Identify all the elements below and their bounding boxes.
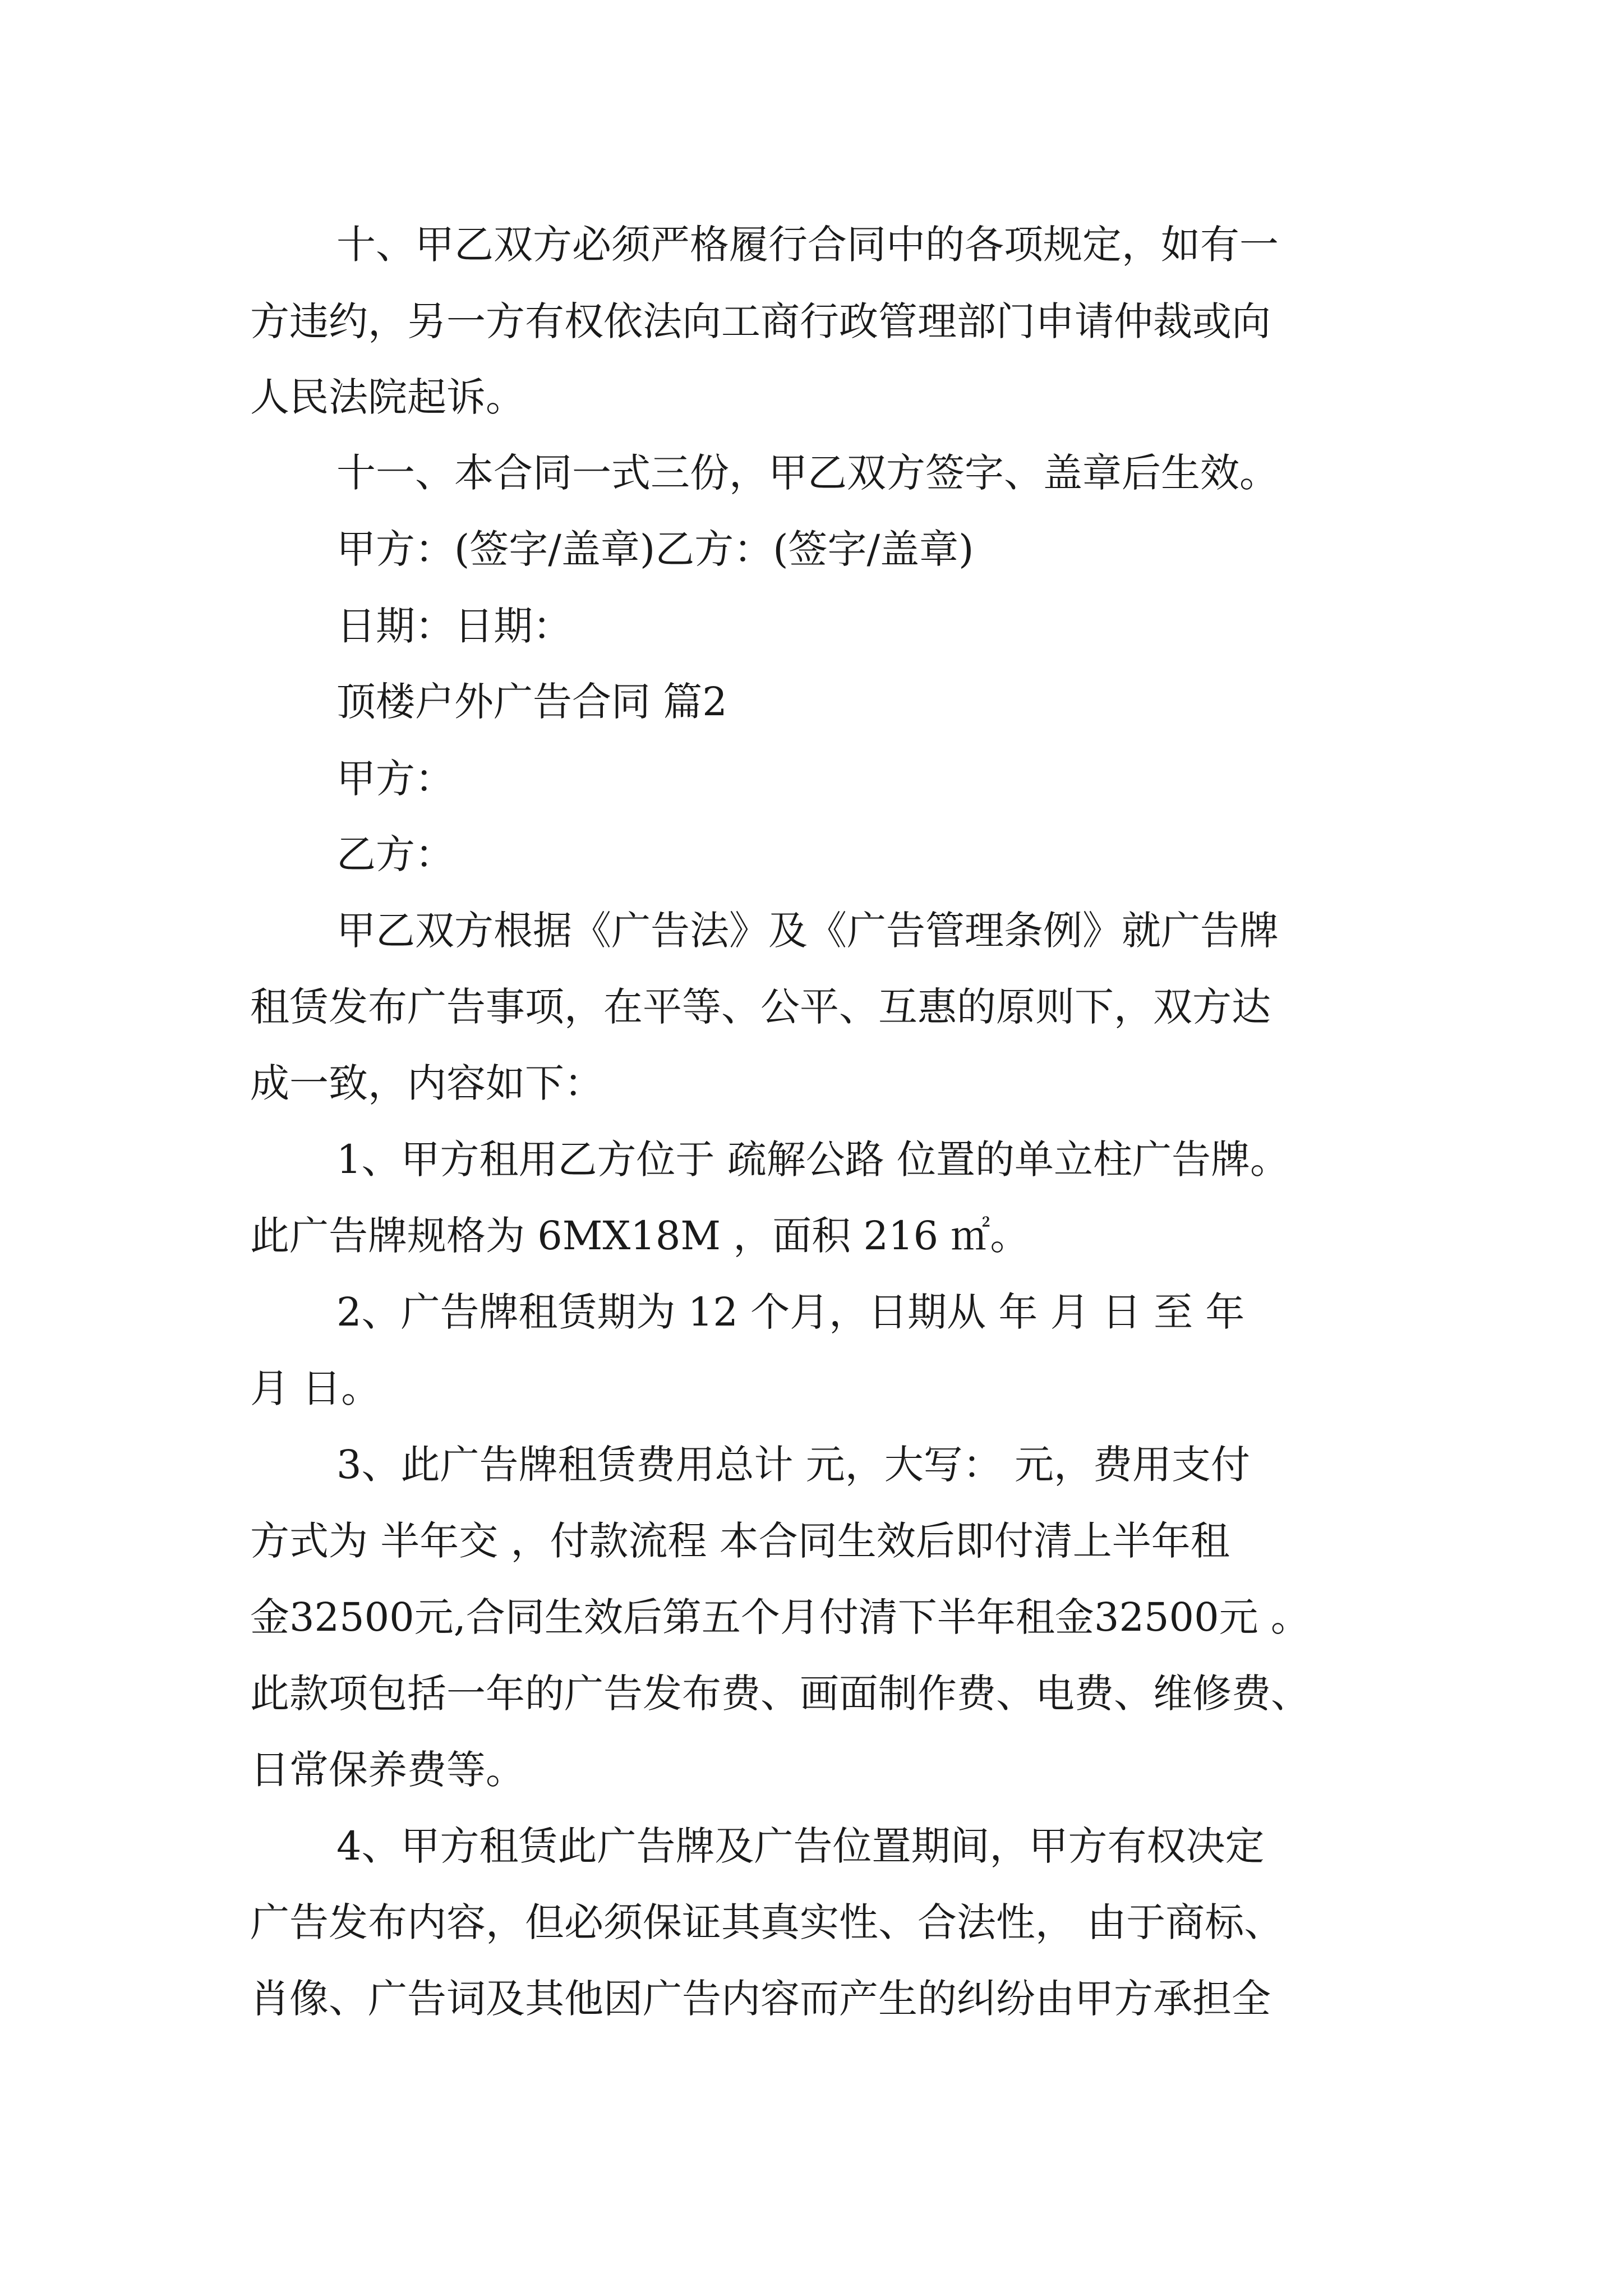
- paragraph-line: 方式为 半年交 ，付款流程 本合同生效后即付清上半年租: [250, 1518, 1230, 1564]
- party-a-line: 甲方：: [336, 756, 454, 802]
- paragraph-line: 人民法院起诉。: [250, 374, 525, 420]
- paragraph-line: 肖像、广告词及其他因广告内容而产生的纠纷由甲方承担全: [250, 1976, 1271, 2022]
- paragraph-line: 十一、本合同一式三份，甲乙双方签字、盖章后生效。: [336, 450, 1279, 496]
- paragraph-line: 3、此广告牌租赁费用总计 元，大写： 元，费用支付: [336, 1442, 1251, 1488]
- paragraph-line: 十、甲乙双方必须严格履行合同中的各项规定，如有一: [336, 222, 1279, 268]
- paragraph-line: 1、甲方租用乙方位于 疏解公路 位置的单立柱广告牌。: [336, 1137, 1290, 1182]
- date-line: 日期：日期：: [336, 603, 572, 649]
- paragraph-line: 此款项包括一年的广告发布费、画面制作费、电费、维修费、: [250, 1671, 1310, 1717]
- paragraph-line: 方违约，另一方有权依法向工商行政管理部门申请仲裁或向: [250, 298, 1271, 344]
- paragraph-line: 金32500元,合同生效后第五个月付清下半年租金32500元 。: [250, 1594, 1310, 1640]
- paragraph-line: 租赁发布广告事项，在平等、公平、互惠的原则下，双方达: [250, 984, 1271, 1030]
- party-b-line: 乙方：: [336, 831, 454, 877]
- paragraph-line: 4、甲方租赁此广告牌及广告位置期间，甲方有权决定: [336, 1823, 1265, 1869]
- paragraph-line: 成一致，内容如下：: [250, 1060, 603, 1106]
- paragraph-line: 甲乙双方根据《广告法》及《广告管理条例》就广告牌: [336, 908, 1279, 954]
- paragraph-line: 2、广告牌租赁期为 12 个月，日期从 年 月 日 至 年: [336, 1289, 1245, 1335]
- paragraph-line: 日常保养费等。: [250, 1747, 525, 1793]
- paragraph-line: 此广告牌规格为 6MX18M ，面积 216 ㎡。: [250, 1213, 1030, 1259]
- signature-line: 甲方：(签字/盖章)乙方：(签字/盖章): [336, 526, 974, 572]
- section-title: 顶楼户外广告合同 篇2: [336, 679, 727, 725]
- paragraph-line: 广告发布内容，但必须保证其真实性、合法性， 由于商标、: [250, 1899, 1284, 1945]
- paragraph-line: 月 日。: [250, 1365, 381, 1411]
